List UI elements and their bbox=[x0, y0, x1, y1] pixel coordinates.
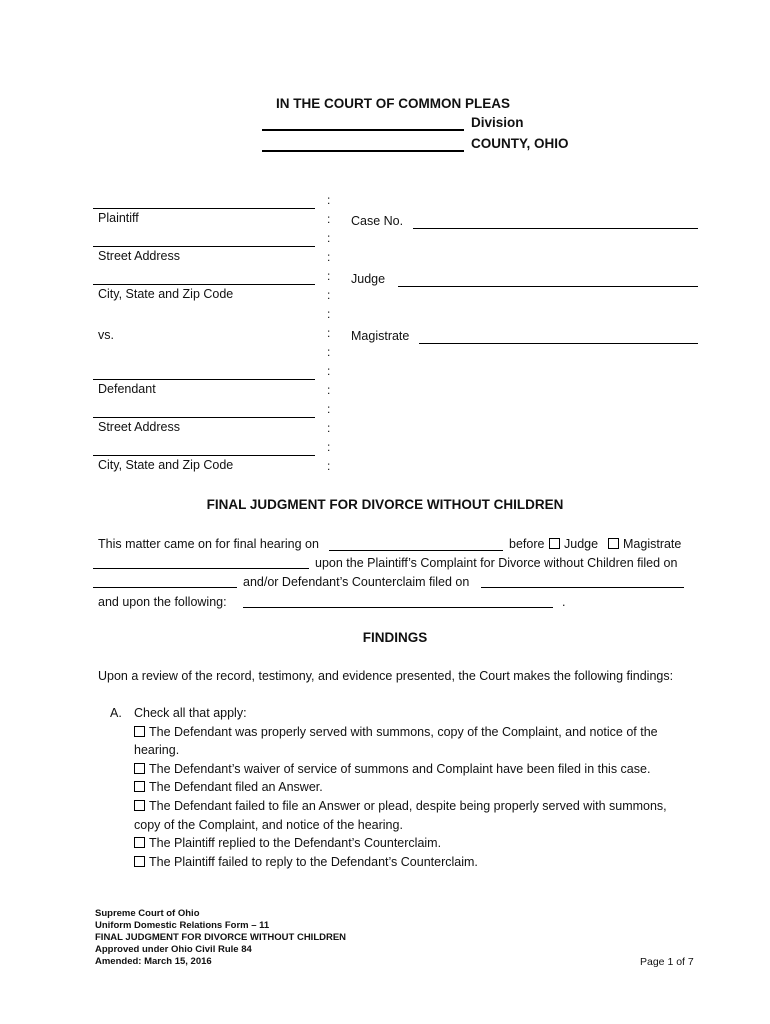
checkbox-icon[interactable] bbox=[134, 763, 145, 774]
county-field[interactable] bbox=[262, 150, 464, 152]
case-no-label: Case No. bbox=[351, 214, 404, 228]
period-mark: . bbox=[562, 595, 566, 609]
judicial-officer-field[interactable] bbox=[93, 568, 309, 569]
colon-separator: : bbox=[327, 421, 331, 435]
county-label: COUNTY, OHIO bbox=[471, 136, 569, 151]
magistrate-option[interactable] bbox=[608, 537, 681, 551]
findings-intro: Upon a review of the record, testimony, and evidence presented, the Court makes the following findings: bbox=[98, 669, 674, 683]
plaintiff-city-field[interactable] bbox=[93, 284, 315, 285]
page-number: Page 1 of 7 bbox=[640, 956, 694, 968]
judge-field[interactable] bbox=[398, 286, 698, 287]
footer-line: FINAL JUDGMENT FOR DIVORCE WITHOUT CHILDREN bbox=[95, 932, 347, 943]
footer-line: Amended: March 15, 2016 bbox=[95, 956, 212, 967]
versus-label: vs. bbox=[98, 328, 114, 342]
checkbox-icon[interactable] bbox=[134, 726, 145, 737]
division-field[interactable] bbox=[262, 129, 464, 131]
magistrate-option-label: Magistrate bbox=[623, 537, 682, 551]
finding-text: The Defendant failed to file an Answer or plead, despite being properly served with summons, bbox=[149, 799, 667, 813]
before-text: before bbox=[509, 537, 545, 551]
complaint-text: upon the Plaintiff’s Complaint for Divorce without Children filed on bbox=[315, 556, 678, 570]
colon-separator: : bbox=[327, 307, 331, 321]
finding-properly-served[interactable] bbox=[134, 725, 658, 739]
finding-failed-to-answer[interactable] bbox=[134, 799, 667, 813]
footer-line: Supreme Court of Ohio bbox=[95, 908, 200, 919]
plaintiff-label: Plaintiff bbox=[98, 211, 139, 225]
defendant-street-label: Street Address bbox=[98, 420, 180, 434]
plaintiff-city-label: City, State and Zip Code bbox=[98, 287, 234, 301]
finding-plaintiff-replied[interactable] bbox=[134, 836, 441, 850]
defendant-city-label: City, State and Zip Code bbox=[98, 458, 234, 472]
section-a-instructions: Check all that apply: bbox=[134, 706, 247, 720]
counterclaim-text: and/or Defendant’s Counterclaim filed on bbox=[243, 575, 470, 589]
plaintiff-field[interactable] bbox=[93, 208, 315, 209]
case-no-field[interactable] bbox=[413, 228, 698, 229]
hearing-date-field[interactable] bbox=[329, 550, 503, 551]
magistrate-field[interactable] bbox=[419, 343, 698, 344]
checkbox-icon[interactable] bbox=[608, 538, 619, 549]
checkbox-icon[interactable] bbox=[134, 781, 145, 792]
plaintiff-street-field[interactable] bbox=[93, 246, 315, 247]
finding-text: The Defendant was properly served with summons, copy of the Complaint, and notice of the bbox=[149, 725, 658, 739]
finding-plaintiff-failed-reply[interactable] bbox=[134, 855, 478, 869]
colon-separator: : bbox=[327, 402, 331, 416]
checkbox-icon[interactable] bbox=[134, 800, 145, 811]
section-a-label: A. bbox=[110, 706, 122, 720]
colon-separator: : bbox=[327, 345, 331, 359]
defendant-field[interactable] bbox=[93, 379, 315, 380]
checkbox-icon[interactable] bbox=[134, 856, 145, 867]
colon-separator: : bbox=[327, 250, 331, 264]
finding-waiver-filed[interactable] bbox=[134, 762, 650, 776]
hearing-text: This matter came on for final hearing on bbox=[98, 537, 319, 551]
magistrate-label: Magistrate bbox=[351, 329, 410, 343]
judge-option[interactable] bbox=[549, 537, 598, 551]
following-text: and upon the following: bbox=[98, 595, 227, 609]
footer-line: Approved under Ohio Civil Rule 84 bbox=[95, 944, 252, 955]
document-title: FINAL JUDGMENT FOR DIVORCE WITHOUT CHILDREN bbox=[206, 497, 564, 512]
defendant-city-field[interactable] bbox=[93, 455, 315, 456]
colon-separator: : bbox=[327, 459, 331, 473]
judge-option-label: Judge bbox=[564, 537, 599, 551]
checkbox-icon[interactable] bbox=[549, 538, 560, 549]
colon-separator: : bbox=[327, 383, 331, 397]
colon-separator: : bbox=[327, 193, 331, 207]
finding-text: The Defendant filed an Answer. bbox=[149, 780, 323, 794]
checkbox-icon[interactable] bbox=[134, 837, 145, 848]
colon-separator: : bbox=[327, 231, 331, 245]
colon-separator: : bbox=[327, 288, 331, 302]
court-title: IN THE COURT OF COMMON PLEAS bbox=[276, 96, 510, 111]
colon-separator: : bbox=[327, 364, 331, 378]
defendant-street-field[interactable] bbox=[93, 417, 315, 418]
counterclaim-date-field[interactable] bbox=[481, 587, 684, 588]
finding-text: The Plaintiff replied to the Defendant’s Counterclaim. bbox=[149, 836, 442, 850]
division-label: Division bbox=[471, 115, 524, 130]
colon-separator: : bbox=[327, 212, 331, 226]
defendant-label: Defendant bbox=[98, 382, 156, 396]
finding-text: The Plaintiff failed to reply to the Defendant’s Counterclaim. bbox=[149, 855, 478, 869]
following-field[interactable] bbox=[243, 607, 553, 608]
plaintiff-street-label: Street Address bbox=[98, 249, 180, 263]
findings-heading: FINDINGS bbox=[362, 630, 428, 645]
colon-separator: : bbox=[327, 440, 331, 454]
colon-separator: : bbox=[327, 269, 331, 283]
complaint-date-field[interactable] bbox=[93, 587, 237, 588]
colon-separator: : bbox=[327, 326, 331, 340]
finding-answer-filed[interactable] bbox=[134, 780, 323, 794]
footer-line: Uniform Domestic Relations Form – 11 bbox=[95, 920, 270, 931]
finding-continuation: hearing. bbox=[134, 743, 180, 757]
finding-continuation: copy of the Complaint, and notice of the hearing. bbox=[134, 818, 403, 832]
judge-label: Judge bbox=[351, 272, 386, 286]
finding-text: The Defendant’s waiver of service of summons and Complaint have been filed in this case. bbox=[149, 762, 651, 776]
